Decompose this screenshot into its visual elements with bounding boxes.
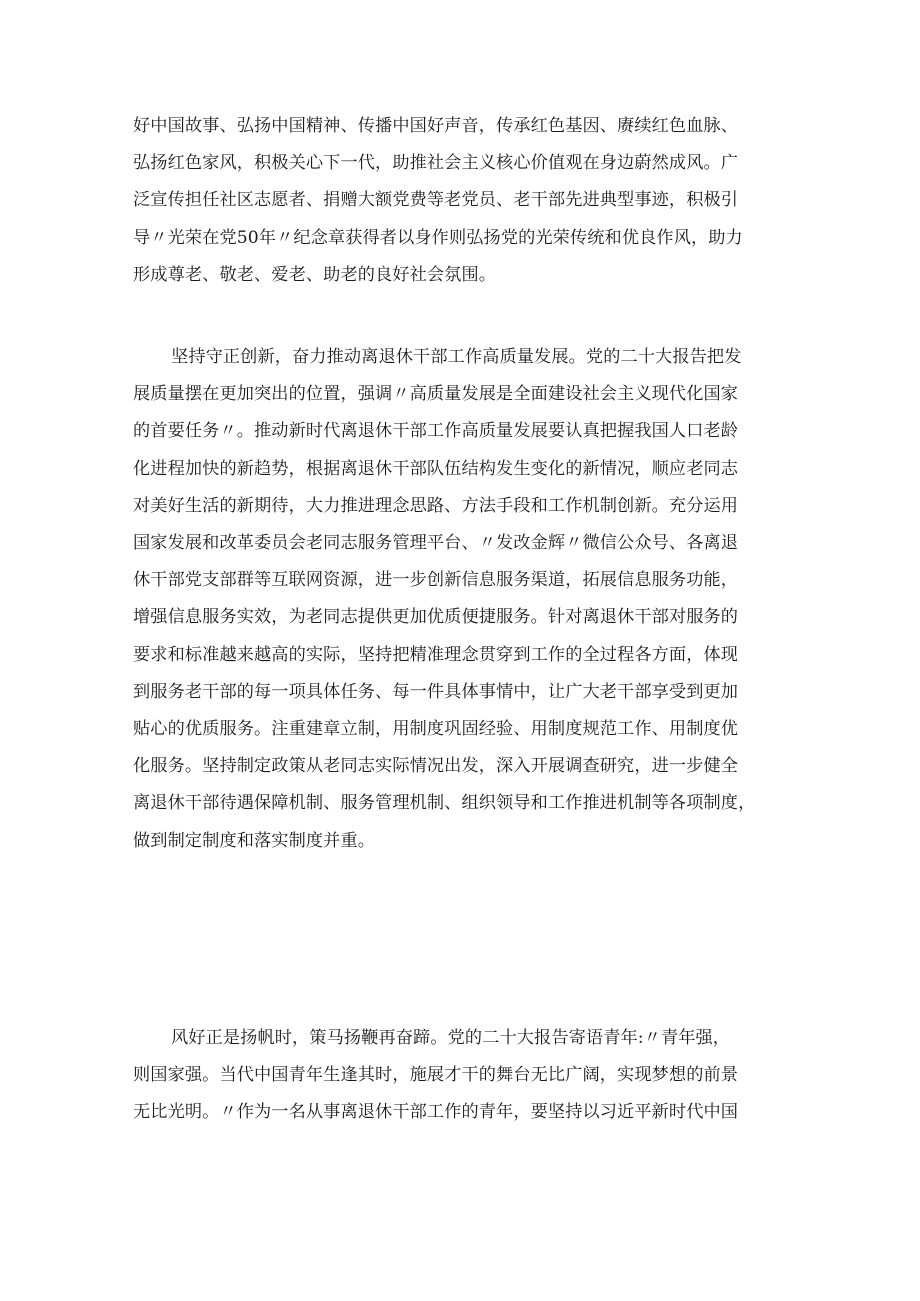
text-line: 形成尊老、敬老、爱老、助老的良好社会氛围。 <box>133 264 497 285</box>
text-line: 好中国故事、弘扬中国精神、传播中国好声音，传承红色基因、赓续红色血脉、 <box>133 116 739 136</box>
text-line: 贴心的优质服务。注重建章立制，用制度巩固经验、用制度规范工作、用制度优 <box>133 719 739 740</box>
text-line: 的首要任务〃。推动新时代离退休干部工作高质量发展要认真把握我国人口老龄 <box>133 421 739 442</box>
text-line: 无比光明。〃作为一名从事离退休干部工作的青年，要坚持以习近平新时代中国 <box>133 1102 739 1123</box>
text-line: 泛宣传担任社区志愿者、捐赠大额党费等老党员、老干部先进典型事迹，积极引 <box>133 190 739 211</box>
text-line: 展质量摆在更加突出的位置，强调〃高质量发展是全面建设社会主义现代化国家 <box>133 384 739 405</box>
paragraph-3 <box>133 1020 833 1132</box>
text-line: 要求和标准越来越高的实际，坚持把精准理念贯穿到工作的全过程各方面，体现 <box>133 644 739 665</box>
text-line: 弘扬红色家风，积极关心下一代，助推社会主义核心价值观在身边蔚然成风。广 <box>133 153 739 174</box>
text-line: 到服务老干部的每一项具体任务、每一件具体事情中，让广大老干部享受到更加 <box>133 681 739 702</box>
paragraph-2 <box>133 339 833 860</box>
text-line: 离退休干部待遇保障机制、服务管理机制、组织领导和工作推进机制等各项制度， <box>133 793 756 814</box>
text-line: 做到制定制度和落实制度并重。 <box>133 830 376 851</box>
text-line: 则国家强。当代中国青年生逢其时，施展才干的舞台无比广阔，实现梦想的前景 <box>133 1065 739 1086</box>
text-line: 增强信息服务实效，为老同志提供更加优质便捷服务。针对离退休干部对服务的 <box>133 607 739 628</box>
text-line: 对美好生活的新期待，大力推进理念思路、方法手段和工作机制创新。充分运用 <box>133 495 739 516</box>
text-line: 国家发展和改革委员会老同志服务管理平台、〃发改金辉〃微信公众号、各离退 <box>133 533 739 554</box>
text-line: 化服务。坚持制定政策从老同志实际情况出发，深入开展调查研究，进一步健全 <box>133 756 739 777</box>
text-line: 化进程加快的新趋势，根据离退休干部队伍结构发生变化的新情况，顺应老同志 <box>133 458 739 479</box>
text-line-first: 风好正是扬帆时，策马扬鞭再奋蹄。党的二十大报告寄语青年:〃青年强， <box>171 1028 731 1048</box>
paragraph-1 <box>133 108 833 294</box>
text-line: 导〃光荣在党50年〃纪念章获得者以身作则弘扬党的光荣传统和优良作风，助力 <box>133 227 743 248</box>
text-line-first: 坚持守正创新，奋力推动离退休干部工作高质量发展。党的二十大报告把发 <box>171 347 742 367</box>
text-line: 休干部党支部群等互联网资源，进一步创新信息服务渠道，拓展信息服务功能， <box>133 570 739 591</box>
